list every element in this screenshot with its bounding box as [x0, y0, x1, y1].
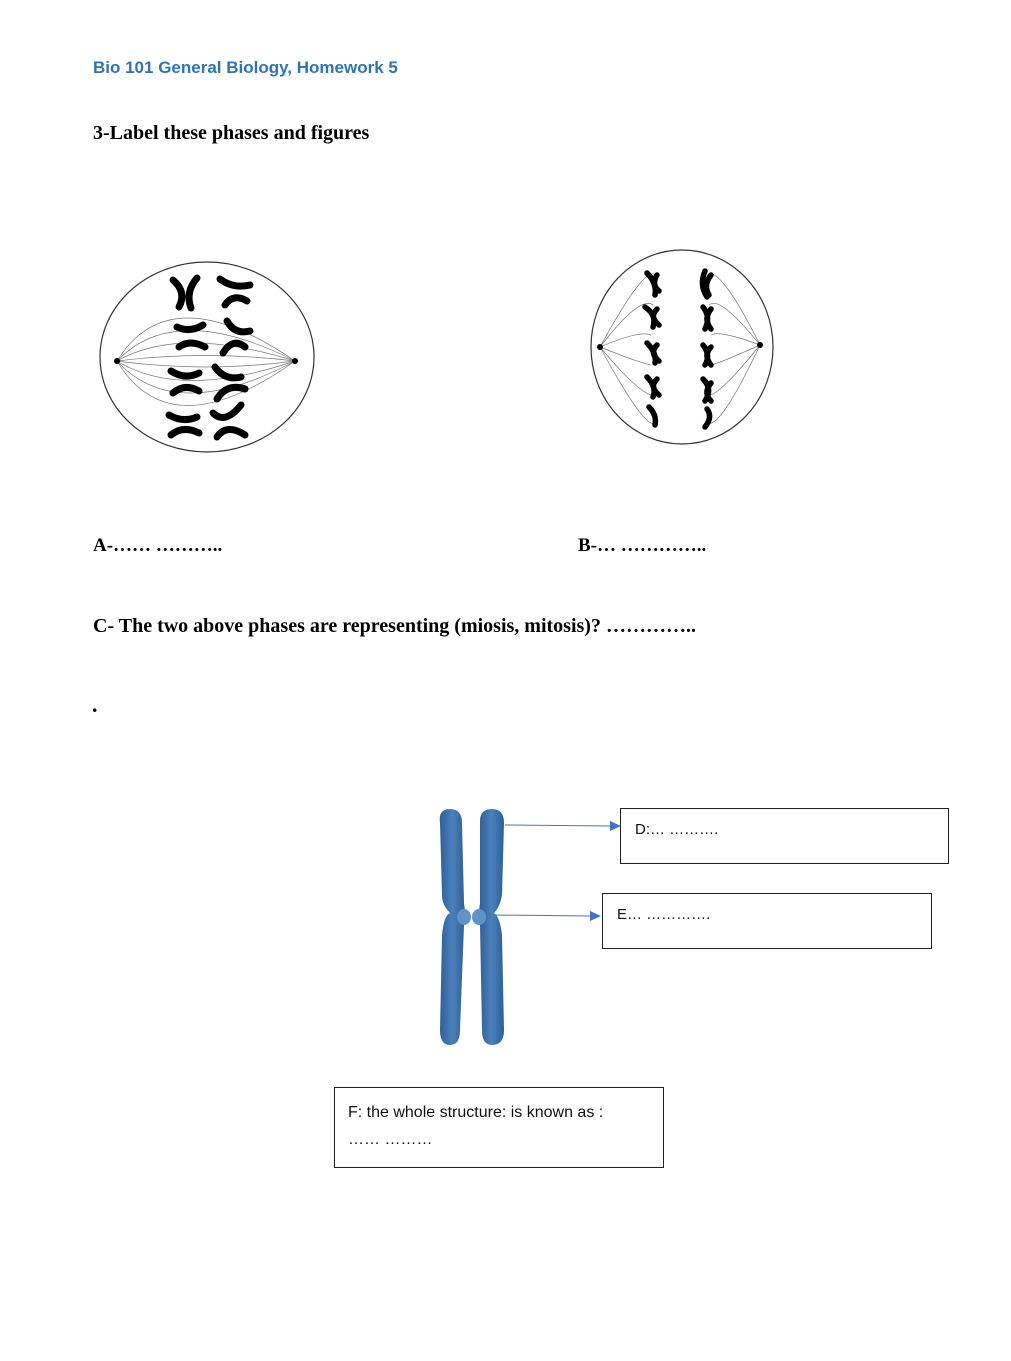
question-c: C- The two above phases are representing (miosis, mitosis)? …………..	[93, 615, 696, 637]
arrow-to-e	[490, 910, 608, 924]
label-f-line1: F: the whole structure: is known as :	[348, 1104, 604, 1121]
chromosome-x	[213, 405, 245, 437]
cell-figure-a	[95, 255, 320, 460]
label-b-answer-line: B-… …………..	[578, 535, 707, 556]
centrosome-right	[757, 342, 763, 348]
centromere	[472, 909, 486, 925]
chromosome-x	[171, 371, 199, 393]
centrosome-right	[292, 358, 298, 364]
question-title: 3-Label these phases and figures	[93, 122, 370, 144]
stray-dot: .	[92, 692, 98, 717]
chromosome-diagram	[436, 805, 508, 1050]
chromosome-x	[220, 279, 250, 305]
label-box-d: D:… ……….	[620, 808, 949, 864]
centrosome-left	[597, 344, 603, 350]
chromosome-x	[177, 325, 205, 347]
chromatid-left	[440, 809, 465, 1045]
chromatid-group-left	[645, 273, 659, 425]
course-header: Bio 101 General Biology, Homework 5	[93, 58, 398, 77]
label-box-e: E… ………….	[602, 893, 932, 949]
centrosome-left	[114, 358, 120, 364]
label-box-f	[334, 1087, 664, 1168]
arrow-to-d	[505, 820, 625, 834]
chromosome-x	[169, 415, 199, 435]
chromosome-x	[223, 321, 250, 353]
label-a-answer-line: A-…… ………..	[93, 535, 223, 556]
chromosome-x	[215, 367, 245, 399]
chromosome-x	[173, 278, 197, 308]
centromere	[457, 909, 471, 925]
chromatid-right	[479, 809, 504, 1045]
cell-figure-b	[585, 245, 780, 450]
label-f-line2: …… ………	[348, 1131, 433, 1148]
chromatid-group-right	[702, 271, 711, 427]
